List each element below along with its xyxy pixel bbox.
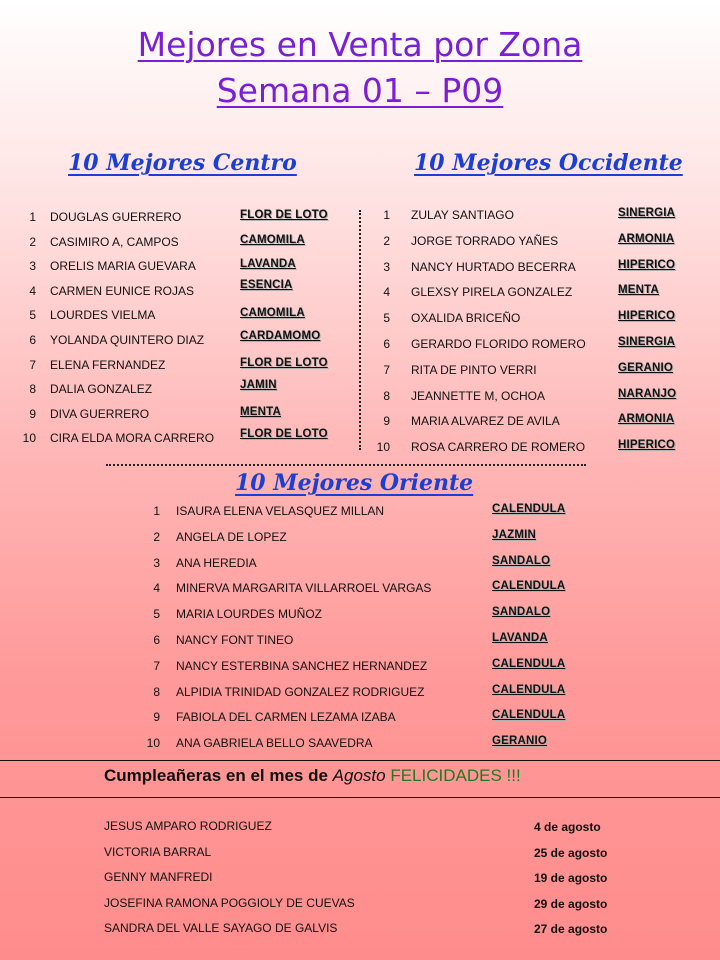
birthday-date: 25 de agosto	[534, 845, 608, 860]
oriente-row	[0, 581, 720, 595]
seller-name: MARIA ALVAREZ DE AVILA	[411, 414, 560, 429]
rank-number: 2	[153, 529, 160, 544]
birthday-date: 29 de agosto	[534, 896, 608, 911]
product-name: CALENDULA	[492, 709, 566, 722]
seller-name: ZULAY SANTIAGO	[411, 208, 514, 222]
seller-name: MARIA LOURDES MUÑOZ	[176, 607, 323, 622]
birthday-date: 27 de agosto	[534, 922, 608, 937]
seller-name: NANCY FONT TINEO	[176, 633, 294, 647]
birthday-date: 4 de agosto	[534, 820, 601, 834]
vertical-dotted-divider	[359, 210, 361, 450]
product-name: CARDAMOMO	[240, 330, 321, 342]
title-line-1: Mejores en Venta por Zona	[137, 25, 583, 64]
occidente-heading: 10 Mejores Occidente	[414, 150, 683, 176]
rank-number: 4	[153, 581, 160, 596]
birthday-heading-month: Agosto	[332, 766, 386, 785]
rank-number: 5	[29, 308, 36, 323]
oriente-row	[0, 530, 720, 544]
seller-name: YOLANDA QUINTERO DIAZ	[50, 333, 205, 347]
seller-name: CARMEN EUNICE ROJAS	[50, 283, 195, 298]
seller-name: OXALIDA BRICEÑO	[411, 311, 521, 326]
product-name: FLOR DE LOTO	[240, 209, 328, 221]
seller-name: LOURDES VIELMA	[50, 308, 156, 323]
product-name: CAMOMILA	[240, 233, 305, 246]
oriente-row	[0, 556, 720, 570]
title-line-2: Semana 01 – P09	[216, 71, 504, 110]
page-title	[0, 22, 720, 114]
rank-number: 6	[383, 337, 390, 351]
seller-name: FABIOLA DEL CARMEN LEZAMA IZABA	[176, 710, 396, 725]
seller-name: ANA HEREDIA	[176, 555, 257, 570]
horizontal-dotted-divider	[106, 464, 586, 466]
birthday-heading	[104, 766, 521, 786]
seller-name: ISAURA ELENA VELASQUEZ MILLAN	[176, 504, 385, 518]
birthday-name: VICTORIA BARRAL	[104, 844, 212, 859]
product-name: MENTA	[618, 284, 660, 297]
rank-number: 7	[153, 658, 160, 673]
rank-number: 7	[383, 362, 390, 377]
oriente-row	[0, 736, 720, 750]
product-name: HIPERICO	[618, 258, 676, 271]
seller-name: ROSA CARRERO DE ROMERO	[411, 440, 586, 455]
product-name: JAMIN	[240, 379, 277, 392]
product-name: JAZMIN	[492, 528, 537, 541]
product-name: CALENDULA	[492, 503, 566, 515]
birthday-name: GENNY MANFREDI	[104, 870, 213, 885]
birthday-name: SANDRA DEL VALLE SAYAGO DE GALVIS	[104, 921, 338, 936]
product-name: MENTA	[240, 405, 282, 418]
product-name: GERANIO	[618, 361, 674, 374]
rank-number: 8	[29, 382, 36, 397]
rank-number: 4	[383, 285, 390, 300]
rank-number: 2	[383, 233, 390, 248]
seller-name: ANGELA DE LOPEZ	[176, 529, 287, 544]
seller-name: DIVA GUERRERO	[50, 406, 150, 421]
rank-number: 5	[153, 607, 160, 622]
seller-name: MINERVA MARGARITA VILLARROEL VARGAS	[176, 581, 432, 596]
seller-name: CASIMIRO A, CAMPOS	[50, 234, 179, 249]
birthday-bottom-rule	[0, 797, 720, 798]
oriente-row	[0, 607, 720, 621]
birthday-date: 19 de agosto	[534, 871, 608, 886]
oriente-row	[0, 504, 720, 518]
birthday-heading-pre: Cumpleañeras en el mes de	[104, 766, 333, 785]
seller-name: JORGE TORRADO YAÑES	[411, 233, 559, 248]
rank-number: 3	[153, 555, 160, 570]
rank-number: 4	[29, 283, 36, 298]
product-name: CALENDULA	[492, 657, 566, 670]
seller-name: ORELIS MARIA GUEVARA	[50, 259, 196, 274]
rank-number: 8	[153, 684, 160, 699]
rank-number: 2	[29, 234, 36, 249]
rank-number: 10	[22, 431, 36, 446]
birthday-top-rule	[0, 760, 720, 761]
product-name: ARMONIA	[618, 413, 675, 426]
seller-name: CIRA ELDA MORA CARRERO	[50, 431, 215, 446]
seller-name: NANCY ESTERBINA SANCHEZ HERNANDEZ	[176, 658, 428, 673]
rank-number: 9	[383, 414, 390, 429]
product-name: SANDALO	[492, 606, 551, 619]
rank-number: 6	[29, 333, 36, 347]
product-name: LAVANDA	[492, 632, 548, 644]
product-name: ESENCIA	[240, 278, 293, 291]
product-name: NARANJO	[618, 387, 677, 400]
oriente-row	[0, 633, 720, 647]
seller-name: RITA DE PINTO VERRI	[411, 362, 537, 377]
rank-number: 10	[146, 736, 160, 751]
rank-number: 9	[153, 710, 160, 725]
product-name: CALENDULA	[492, 683, 566, 696]
product-name: LAVANDA	[240, 258, 296, 271]
seller-name: DOUGLAS GUERRERO	[50, 210, 182, 224]
product-name: CAMOMILA	[240, 307, 305, 320]
oriente-row	[0, 659, 720, 673]
product-name: SINERGIA	[618, 207, 676, 219]
product-name: GERANIO	[492, 735, 548, 748]
birthday-name: JESUS AMPARO RODRIGUEZ	[104, 819, 272, 833]
seller-name: GLEXSY PIRELA GONZALEZ	[411, 285, 573, 300]
rank-number: 8	[383, 388, 390, 403]
birthday-heading-felicidades: FELICIDADES !!!	[385, 766, 521, 785]
oriente-row	[0, 685, 720, 699]
oriente-heading: 10 Mejores Oriente	[235, 470, 474, 496]
seller-name: ALPIDIA TRINIDAD GONZALEZ RODRIGUEZ	[176, 684, 425, 699]
product-name: HIPERICO	[618, 310, 676, 323]
oriente-row	[0, 710, 720, 724]
centro-heading: 10 Mejores Centro	[68, 150, 297, 176]
rank-number: 10	[376, 440, 390, 455]
product-name: SANDALO	[492, 554, 551, 567]
rank-number: 3	[29, 259, 36, 274]
rank-number: 3	[383, 259, 390, 274]
seller-name: GERARDO FLORIDO ROMERO	[411, 337, 586, 351]
rank-number: 1	[383, 208, 390, 222]
rank-number: 7	[29, 357, 36, 372]
product-name: ARMONIA	[618, 232, 675, 245]
rank-number: 1	[153, 504, 160, 518]
product-name: CALENDULA	[492, 580, 566, 593]
rank-number: 6	[153, 633, 160, 647]
seller-name: ANA GABRIELA BELLO SAAVEDRA	[176, 736, 373, 751]
rank-number: 5	[383, 311, 390, 326]
product-name: FLOR DE LOTO	[240, 356, 328, 369]
seller-name: ELENA FERNANDEZ	[50, 357, 166, 372]
rank-number: 1	[29, 210, 36, 224]
seller-name: DALIA GONZALEZ	[50, 382, 153, 397]
product-name: HIPERICO	[618, 439, 676, 452]
rank-number: 9	[29, 406, 36, 421]
seller-name: NANCY HURTADO BECERRA	[411, 259, 576, 274]
product-name: SINERGIA	[618, 336, 676, 348]
product-name: FLOR DE LOTO	[240, 428, 328, 441]
seller-name: JEANNETTE M, OCHOA	[411, 388, 546, 403]
birthday-name: JOSEFINA RAMONA POGGIOLY DE CUEVAS	[104, 895, 355, 910]
